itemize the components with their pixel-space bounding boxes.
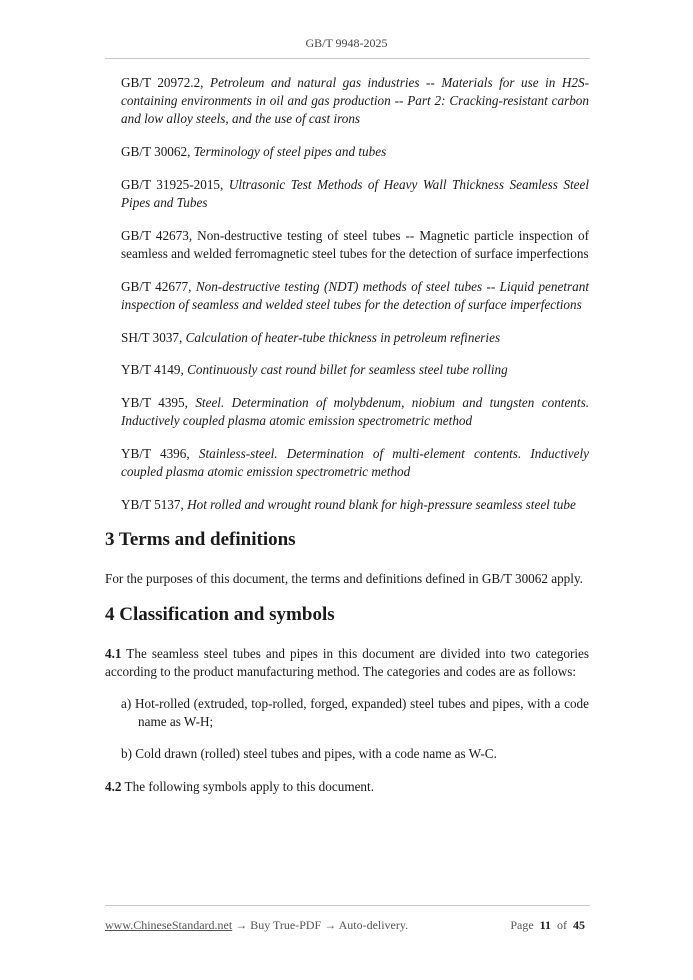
reference-title: Hot rolled and wrought round blank for high-pressure seamless steel tube [187,496,576,512]
reference-title: Steel. Determination of molybdenum, niobium and tungsten contents. Inductively coupled plasma atomic emission spectrometric method [121,394,589,429]
total-pages: 45 [573,918,585,932]
list-item-b: b) Cold drawn (rolled) steel tubes and pipes, with a code name as W-C. [121,746,497,762]
section-3-text: For the purposes of this document, the terms and definitions defined in GB/T 30062 apply. [105,571,583,587]
footer-promo [105,917,408,933]
site-link[interactable]: www.ChineseStandard.net [105,918,233,932]
reference-title: Non-destructive testing (NDT) methods of steel tubes -- Liquid penetrant inspection of seamless and welded steel tubes for the detection of surface imperfections [121,278,589,312]
reference-code: GB/T 31925-2015, [121,176,224,192]
reference-item [121,227,589,263]
clause-4-2 [105,778,589,796]
document-id: GB/T 9948-2025 [305,36,388,50]
reference-code: YB/T 4396, [121,445,190,461]
reference-item [121,496,589,514]
page-content [105,74,589,810]
reference-code: GB/T 30062, [121,144,191,160]
reference-title: Continuously cast round billet for seamless steel tube rolling [187,362,508,378]
clause-number: 4.2 [105,778,122,794]
clause-number: 4.1 [105,645,122,661]
reference-item [121,143,589,161]
reference-title: Stainless-steel. Determination of multi-element contents. Inductively coupled plasma atomic emission spectrometric method [121,445,589,480]
clause-text: The seamless steel tubes and pipes in this document are divided into two categories according to the product manufacturing method. The categories and codes are as follows: [105,645,589,679]
reference-item [121,361,589,379]
reference-code: GB/T 20972.2, [121,75,204,90]
reference-item [121,394,589,430]
reference-title: Calculation of heater-tube thickness in petroleum refineries [185,329,501,345]
header-divider [105,58,590,59]
running-header [0,36,693,51]
section-3-heading: 3 Terms and definitions [105,529,296,551]
reference-code: GB/T 42677, [121,278,192,294]
reference-item [121,74,589,129]
normative-references-list [105,74,589,514]
reference-code: YB/T 5137, [121,496,184,512]
reference-item [121,329,589,347]
footer-divider [105,905,590,906]
reference-item [121,176,589,212]
reference-title: Petroleum and natural gas industries -- Materials for use in H2S-containing environments in oil and gas production -- Part 2: Cracking-resistant carbon and low alloy steels, and the use of cast irons [121,75,590,127]
page-footer [105,917,585,933]
page-indicator [510,917,585,933]
of-label: of [557,918,567,932]
section-4-heading: 4 Classification and symbols [105,603,335,625]
reference-title: Terminology of steel pipes and tubes [193,144,387,160]
reference-code: YB/T 4395, [121,394,188,410]
list-item-a: a) Hot-rolled (extruded, top-rolled, forged, expanded) steel tubes and pipes, with a code name as W-H; [121,696,589,730]
reference-code: YB/T 4149, [121,362,184,378]
page-label: Page [510,918,534,932]
reference-item [121,445,589,481]
reference-code: SH/T 3037, [121,329,183,345]
clause-text: The following symbols apply to this document. [121,778,374,794]
page-number: 11 [539,918,551,932]
reference-title: Non-destructive testing of steel tubes -- Magnetic particle inspection of seamless and welded ferromagnetic steel tubes for the detection of surface imperfections [121,227,589,261]
reference-item [121,278,589,314]
reference-code: GB/T 42673, [121,227,193,243]
promo-text: → Buy True-PDF → Auto-delivery. [232,918,409,932]
reference-title: Ultrasonic Test Methods of Heavy Wall Thickness Seamless Steel Pipes and Tubes [121,176,589,211]
clause-4-1 [105,645,589,681]
